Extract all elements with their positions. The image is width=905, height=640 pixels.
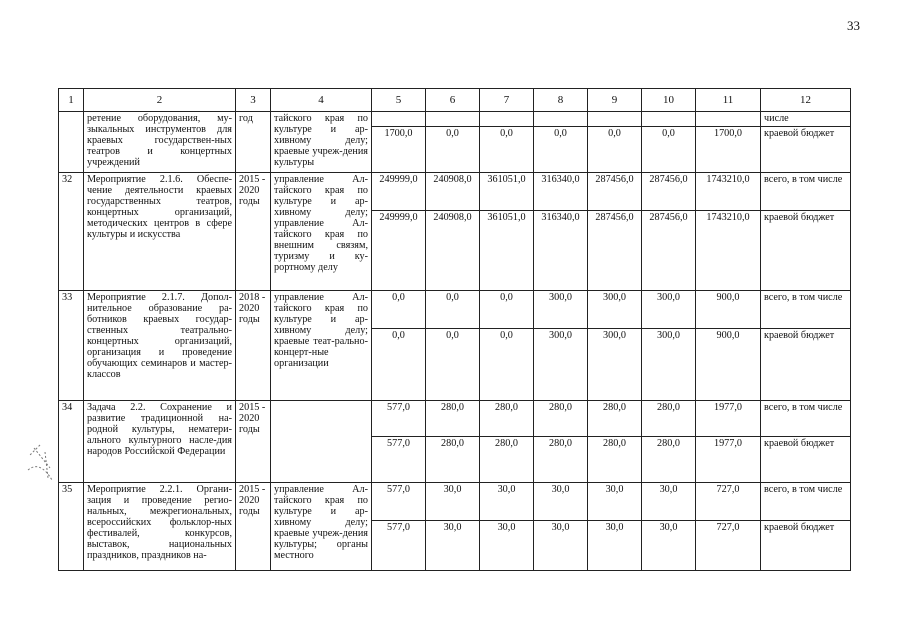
- value-cell: 0,0: [534, 126, 588, 172]
- value-cell: 249999,0: [372, 211, 426, 291]
- page-number: 33: [847, 18, 860, 33]
- value-cell: 900,0: [696, 329, 761, 401]
- value-cell: 577,0: [372, 437, 426, 483]
- funding-source: всего, в том числе: [761, 401, 851, 437]
- value-cell: [480, 112, 534, 127]
- value-cell: 30,0: [480, 521, 534, 571]
- table-row: [59, 112, 851, 127]
- value-cell: [696, 112, 761, 127]
- row-number: 32: [59, 173, 84, 291]
- value-cell: 287456,0: [642, 173, 696, 211]
- value-cell: 1743210,0: [696, 173, 761, 211]
- header-cell: 7: [480, 89, 534, 112]
- row-number: 34: [59, 401, 84, 483]
- value-cell: [534, 112, 588, 127]
- value-cell: 900,0: [696, 291, 761, 329]
- value-cell: 30,0: [642, 521, 696, 571]
- value-cell: 577,0: [372, 521, 426, 571]
- value-cell: [642, 112, 696, 127]
- header-cell: 1: [59, 89, 84, 112]
- value-cell: 280,0: [534, 401, 588, 437]
- value-cell: 0,0: [372, 291, 426, 329]
- header-cell: 3: [236, 89, 271, 112]
- value-cell: 0,0: [480, 291, 534, 329]
- value-cell: 577,0: [372, 401, 426, 437]
- value-cell: [372, 112, 426, 127]
- value-cell: 280,0: [480, 401, 534, 437]
- header-cell: 9: [588, 89, 642, 112]
- value-cell: 727,0: [696, 521, 761, 571]
- value-cell: 280,0: [588, 437, 642, 483]
- value-cell: 0,0: [480, 329, 534, 401]
- value-cell: 1700,0: [372, 126, 426, 172]
- funding-source: всего, в том числе: [761, 291, 851, 329]
- value-cell: [588, 112, 642, 127]
- value-cell: 280,0: [642, 437, 696, 483]
- value-cell: 0,0: [426, 126, 480, 172]
- value-cell: 316340,0: [534, 173, 588, 211]
- header-cell: 2: [84, 89, 236, 112]
- value-cell: 300,0: [534, 329, 588, 401]
- margin-handwriting-mark: [20, 440, 62, 490]
- value-cell: 0,0: [426, 329, 480, 401]
- value-cell: 300,0: [642, 329, 696, 401]
- activity-name: Мероприятие 2.1.6. Обеспе-чение деятельности краевых государственных театров, концертных организаций, методических центров в сфере культуры и искусства: [84, 173, 236, 291]
- funding-source: всего, в том числе: [761, 483, 851, 521]
- row-number: 33: [59, 291, 84, 401]
- header-cell: 6: [426, 89, 480, 112]
- value-cell: 287456,0: [588, 173, 642, 211]
- funding-source: краевой бюджет: [761, 126, 851, 172]
- table-row: [59, 291, 851, 329]
- value-cell: 0,0: [480, 126, 534, 172]
- value-cell: 316340,0: [534, 211, 588, 291]
- activity-name: ретение оборудования, му-зыкальных инструментов для краевых государствен-ных театров и концертных учреждений: [84, 112, 236, 173]
- funding-source: краевой бюджет: [761, 211, 851, 291]
- header-cell: 8: [534, 89, 588, 112]
- funding-source: краевой бюджет: [761, 437, 851, 483]
- value-cell: 249999,0: [372, 173, 426, 211]
- value-cell: 30,0: [588, 483, 642, 521]
- funding-source: краевой бюджет: [761, 329, 851, 401]
- row-number: [59, 112, 84, 173]
- value-cell: 727,0: [696, 483, 761, 521]
- value-cell: 287456,0: [642, 211, 696, 291]
- activity-years: 2015 - 2020 годы: [236, 483, 271, 571]
- activity-executor: тайского края по культуре и ар-хивному делу; краевые учреж-дения культуры: [271, 112, 372, 173]
- header-row: [59, 89, 851, 112]
- value-cell: 0,0: [426, 291, 480, 329]
- value-cell: 280,0: [642, 401, 696, 437]
- value-cell: 0,0: [372, 329, 426, 401]
- value-cell: 280,0: [426, 437, 480, 483]
- value-cell: [426, 112, 480, 127]
- value-cell: 30,0: [426, 483, 480, 521]
- value-cell: 0,0: [642, 126, 696, 172]
- activity-years: год: [236, 112, 271, 173]
- value-cell: 30,0: [426, 521, 480, 571]
- value-cell: 300,0: [534, 291, 588, 329]
- value-cell: 361051,0: [480, 211, 534, 291]
- value-cell: 300,0: [642, 291, 696, 329]
- program-table: [58, 88, 851, 571]
- activity-executor: управление Ал-тайского края по культуре и ар-хивному делу; управление Ал-тайского края по внешним связям, туризму и ку-рортному делу: [271, 173, 372, 291]
- value-cell: 280,0: [534, 437, 588, 483]
- header-cell: 10: [642, 89, 696, 112]
- value-cell: 300,0: [588, 329, 642, 401]
- value-cell: 1743210,0: [696, 211, 761, 291]
- activity-years: 2015 - 2020 годы: [236, 173, 271, 291]
- header-cell: 12: [761, 89, 851, 112]
- value-cell: 30,0: [642, 483, 696, 521]
- activity-executor: управление Ал-тайского края по культуре и ар-хивному делу; краевые теат-рально-концерт-ные организации: [271, 291, 372, 401]
- table-row: [59, 401, 851, 437]
- activity-years: 2018 - 2020 годы: [236, 291, 271, 401]
- value-cell: 287456,0: [588, 211, 642, 291]
- value-cell: 240908,0: [426, 211, 480, 291]
- value-cell: 30,0: [534, 483, 588, 521]
- header-cell: 4: [271, 89, 372, 112]
- funding-source: краевой бюджет: [761, 521, 851, 571]
- value-cell: 300,0: [588, 291, 642, 329]
- value-cell: 30,0: [588, 521, 642, 571]
- activity-years: 2015 - 2020 годы: [236, 401, 271, 483]
- value-cell: 30,0: [534, 521, 588, 571]
- funding-source: числе: [761, 112, 851, 127]
- table-row: [59, 173, 851, 211]
- funding-source: всего, в том числе: [761, 173, 851, 211]
- value-cell: 1977,0: [696, 401, 761, 437]
- value-cell: 577,0: [372, 483, 426, 521]
- activity-executor: управление Ал-тайского края по культуре и ар-хивному делу; краевые учреж-дения культуры; органы местного: [271, 483, 372, 571]
- value-cell: 0,0: [588, 126, 642, 172]
- value-cell: 240908,0: [426, 173, 480, 211]
- value-cell: 280,0: [588, 401, 642, 437]
- value-cell: 361051,0: [480, 173, 534, 211]
- activity-name: Задача 2.2. Сохранение и развитие традиционной на-родной культуры, нематери-ального культурного насле-дия народов Российской Федерации: [84, 401, 236, 483]
- activity-executor: [271, 401, 372, 483]
- activity-name: Мероприятие 2.2.1. Органи-зация и проведение регио-нальных, межрегиональных, всероссийских фольклор-ных фестивалей, конкурсов, выставок, национальных праздников, праздников на-: [84, 483, 236, 571]
- value-cell: 280,0: [426, 401, 480, 437]
- activity-name: Мероприятие 2.1.7. Допол-нительное образование ра-ботников краевых государ-ственных театрально-концертных организаций, организация и проведение обучающих семинаров и мастер-классов: [84, 291, 236, 401]
- table-row: [59, 483, 851, 521]
- value-cell: 280,0: [480, 437, 534, 483]
- value-cell: 30,0: [480, 483, 534, 521]
- header-cell: 5: [372, 89, 426, 112]
- value-cell: 1700,0: [696, 126, 761, 172]
- value-cell: 1977,0: [696, 437, 761, 483]
- header-cell: 11: [696, 89, 761, 112]
- row-number: 35: [59, 483, 84, 571]
